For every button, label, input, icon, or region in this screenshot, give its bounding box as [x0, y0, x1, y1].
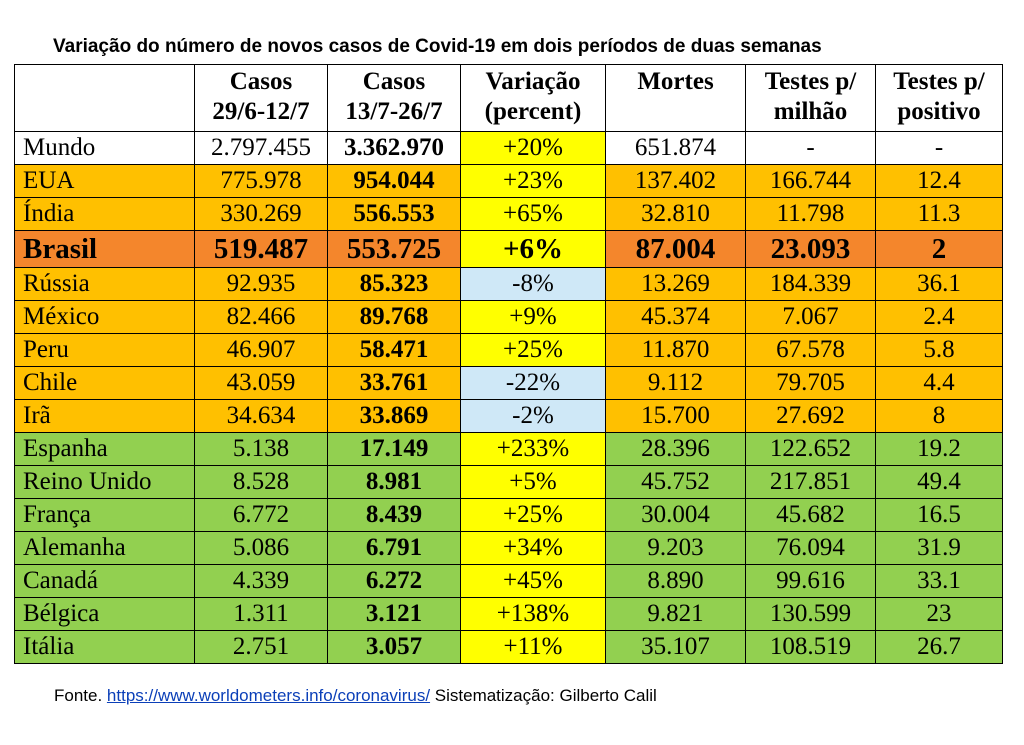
table-row: [15, 565, 1003, 598]
casos-1: 1.311: [195, 598, 328, 631]
table-row: [15, 400, 1003, 433]
header-mortes: Mortes: [606, 65, 746, 132]
casos-2: 58.471: [328, 334, 461, 367]
casos-2: 8.439: [328, 499, 461, 532]
mortes: 15.700: [606, 400, 746, 433]
covid-table: [14, 64, 1003, 664]
testes-positivo: 5.8: [876, 334, 1003, 367]
testes-milhao: 23.093: [746, 231, 876, 268]
testes-positivo: 36.1: [876, 268, 1003, 301]
mortes: 137.402: [606, 165, 746, 198]
country-name: Rússia: [15, 268, 195, 301]
table-row: [15, 165, 1003, 198]
country-name: Itália: [15, 631, 195, 664]
testes-positivo: -: [876, 132, 1003, 165]
casos-1: 46.907: [195, 334, 328, 367]
casos-2: 33.761: [328, 367, 461, 400]
casos-1: 8.528: [195, 466, 328, 499]
table-row: [15, 532, 1003, 565]
casos-2: 553.725: [328, 231, 461, 268]
casos-1: 519.487: [195, 231, 328, 268]
casos-1: 330.269: [195, 198, 328, 231]
variacao: +23%: [461, 165, 606, 198]
casos-1: 43.059: [195, 367, 328, 400]
country-name: Chile: [15, 367, 195, 400]
casos-1: 775.978: [195, 165, 328, 198]
footer-prefix: Fonte.: [54, 686, 107, 705]
casos-2: 6.791: [328, 532, 461, 565]
testes-milhao: 184.339: [746, 268, 876, 301]
table-row: [15, 367, 1003, 400]
header-testes-positivo: Testes p/ positivo: [876, 65, 1003, 132]
table-row: [15, 334, 1003, 367]
table-row: [15, 132, 1003, 165]
testes-milhao: 45.682: [746, 499, 876, 532]
country-name: Alemanha: [15, 532, 195, 565]
testes-milhao: -: [746, 132, 876, 165]
casos-2: 3.362.970: [328, 132, 461, 165]
country-name: Espanha: [15, 433, 195, 466]
casos-1: 4.339: [195, 565, 328, 598]
mortes: 45.374: [606, 301, 746, 334]
mortes: 9.821: [606, 598, 746, 631]
testes-milhao: 67.578: [746, 334, 876, 367]
header-row: [15, 65, 1003, 132]
testes-milhao: 108.519: [746, 631, 876, 664]
mortes: 9.112: [606, 367, 746, 400]
testes-milhao: 99.616: [746, 565, 876, 598]
variacao: +9%: [461, 301, 606, 334]
casos-2: 954.044: [328, 165, 461, 198]
casos-1: 82.466: [195, 301, 328, 334]
mortes: 13.269: [606, 268, 746, 301]
country-name: Brasil: [15, 231, 195, 268]
header-casos-1: Casos 29/6-12/7: [195, 65, 328, 132]
testes-positivo: 2.4: [876, 301, 1003, 334]
testes-positivo: 4.4: [876, 367, 1003, 400]
footer-suffix: Sistematização: Gilberto Calil: [430, 686, 657, 705]
variacao: +65%: [461, 198, 606, 231]
testes-positivo: 19.2: [876, 433, 1003, 466]
country-name: Mundo: [15, 132, 195, 165]
testes-positivo: 8: [876, 400, 1003, 433]
source-link[interactable]: https://www.worldometers.info/coronavirus/: [106, 686, 431, 705]
testes-positivo: 2: [876, 231, 1003, 268]
mortes: 8.890: [606, 565, 746, 598]
country-name: Reino Unido: [15, 466, 195, 499]
table-row: [15, 301, 1003, 334]
casos-1: 6.772: [195, 499, 328, 532]
table-row: [15, 466, 1003, 499]
casos-2: 6.272: [328, 565, 461, 598]
table-row-highlight: [15, 231, 1003, 268]
testes-milhao: 166.744: [746, 165, 876, 198]
country-name: EUA: [15, 165, 195, 198]
testes-milhao: 76.094: [746, 532, 876, 565]
testes-positivo: 16.5: [876, 499, 1003, 532]
testes-positivo: 49.4: [876, 466, 1003, 499]
header-country: [15, 65, 195, 132]
country-name: Índia: [15, 198, 195, 231]
country-name: México: [15, 301, 195, 334]
variacao: +45%: [461, 565, 606, 598]
casos-1: 34.634: [195, 400, 328, 433]
mortes: 651.874: [606, 132, 746, 165]
casos-2: 33.869: [328, 400, 461, 433]
mortes: 11.870: [606, 334, 746, 367]
variacao: -8%: [461, 268, 606, 301]
table-row: [15, 631, 1003, 664]
testes-positivo: 26.7: [876, 631, 1003, 664]
casos-1: 92.935: [195, 268, 328, 301]
source-footer: [54, 686, 657, 706]
casos-1: 5.086: [195, 532, 328, 565]
table-title: Variação do número de novos casos de Covid-19 em dois períodos de duas semanas: [53, 36, 822, 57]
country-name: Bélgica: [15, 598, 195, 631]
mortes: 35.107: [606, 631, 746, 664]
table-row: [15, 499, 1003, 532]
casos-1: 2.751: [195, 631, 328, 664]
header-casos-2: Casos 13/7-26/7: [328, 65, 461, 132]
testes-milhao: 11.798: [746, 198, 876, 231]
testes-milhao: 217.851: [746, 466, 876, 499]
variacao: +5%: [461, 466, 606, 499]
testes-milhao: 7.067: [746, 301, 876, 334]
casos-2: 17.149: [328, 433, 461, 466]
casos-1: 2.797.455: [195, 132, 328, 165]
variacao: +25%: [461, 499, 606, 532]
variacao: +20%: [461, 132, 606, 165]
header-variacao: Variação (percent): [461, 65, 606, 132]
testes-milhao: 79.705: [746, 367, 876, 400]
table-row: [15, 598, 1003, 631]
casos-2: 3.057: [328, 631, 461, 664]
country-name: Peru: [15, 334, 195, 367]
variacao: +138%: [461, 598, 606, 631]
table-row: [15, 268, 1003, 301]
table-row: [15, 198, 1003, 231]
variacao: -22%: [461, 367, 606, 400]
casos-2: 8.981: [328, 466, 461, 499]
testes-positivo: 11.3: [876, 198, 1003, 231]
testes-positivo: 12.4: [876, 165, 1003, 198]
table-row: [15, 433, 1003, 466]
variacao: +25%: [461, 334, 606, 367]
mortes: 32.810: [606, 198, 746, 231]
testes-milhao: 27.692: [746, 400, 876, 433]
header-testes-milhao: Testes p/ milhão: [746, 65, 876, 132]
variacao: +6%: [461, 231, 606, 268]
casos-2: 85.323: [328, 268, 461, 301]
testes-milhao: 122.652: [746, 433, 876, 466]
testes-milhao: 130.599: [746, 598, 876, 631]
mortes: 28.396: [606, 433, 746, 466]
variacao: -2%: [461, 400, 606, 433]
testes-positivo: 23: [876, 598, 1003, 631]
variacao: +233%: [461, 433, 606, 466]
testes-positivo: 33.1: [876, 565, 1003, 598]
casos-2: 89.768: [328, 301, 461, 334]
casos-2: 3.121: [328, 598, 461, 631]
mortes: 87.004: [606, 231, 746, 268]
casos-2: 556.553: [328, 198, 461, 231]
mortes: 45.752: [606, 466, 746, 499]
mortes: 9.203: [606, 532, 746, 565]
variacao: +34%: [461, 532, 606, 565]
mortes: 30.004: [606, 499, 746, 532]
variacao: +11%: [461, 631, 606, 664]
country-name: Canadá: [15, 565, 195, 598]
testes-positivo: 31.9: [876, 532, 1003, 565]
country-name: França: [15, 499, 195, 532]
country-name: Irã: [15, 400, 195, 433]
casos-1: 5.138: [195, 433, 328, 466]
